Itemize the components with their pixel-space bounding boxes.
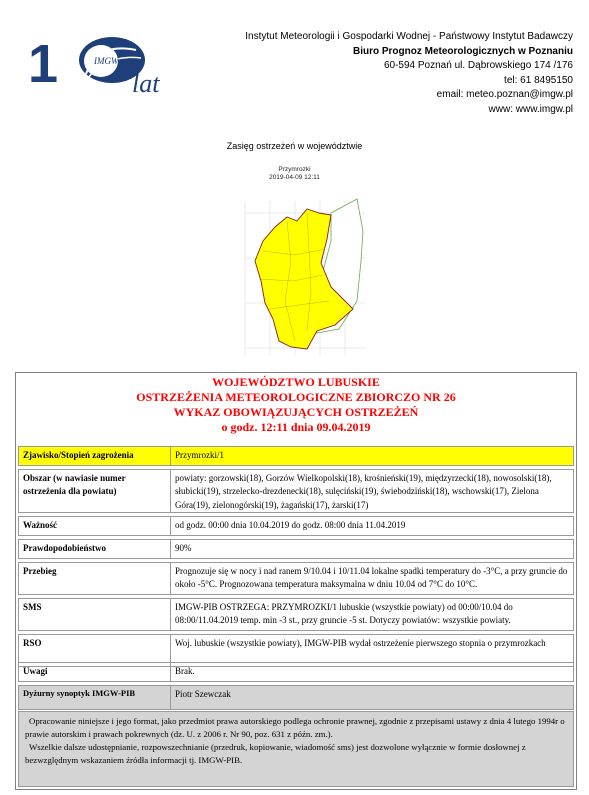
row-value: Brak. xyxy=(175,666,195,676)
redistribution-notice: Wszelkie dalsze udostępnianie, rozpowszechnianie (przedruk, kopiowanie, wiadomość sms) jest dozwolone wyłącznie w formie dosłownej z bezwzględnym wskazaniem źródła informacji tj. IMGW-PIB. xyxy=(25,742,526,765)
row-value: Prognozuje się w nocy i nad ranem 9/10.04 i 10/11.04 lokalne spadki temperatury do -3°C, a przy gruncie do około -5°C. Prognozowana temperatura maksymalna w dniu 10.04 od 7°C do 10°C. xyxy=(175,566,568,590)
row-label: SMS xyxy=(19,599,171,630)
heading-region: WOJEWÓDZTWO LUBUSKIE xyxy=(212,375,380,389)
row-remarks xyxy=(18,662,574,682)
svg-text:IMGW: IMGW xyxy=(94,56,119,66)
org-name: Instytut Meteorologii i Gospodarki Wodnej - Państwowy Instytut Badawczy xyxy=(245,31,573,42)
row-value: Woj. lubuskie (wszystkie powiaty), IMGW-PIB wydał ostrzeżenie pierwszego stopnia o przymrozkach xyxy=(175,638,546,648)
document-heading xyxy=(16,373,576,443)
row-label: Przebieg xyxy=(19,563,171,594)
row-value: IMGW-PIB OSTRZEGA: PRZYMROZKI/1 lubuskie (wszystkie powiaty) od 00:00/10.04 do 08:00/11.04.2019 temp. min -3 st., przy gruncie -5 st. Dotyczy powiatów: wszystkie powiaty. xyxy=(175,602,513,626)
imgw-100-lat-logo xyxy=(28,32,178,102)
row-validity xyxy=(18,516,574,536)
row-label: Prawdopodobieństwo xyxy=(19,540,171,558)
row-label: Obszar (w nawiasie numer ostrzeżenia dla powiatu) xyxy=(19,470,171,512)
svg-text:lat: lat xyxy=(132,69,160,98)
warning-map xyxy=(235,191,370,361)
row-label: Uwagi xyxy=(19,663,171,681)
map-caption: Zasięg ostrzeżeń w województwie xyxy=(226,141,363,151)
organization-info xyxy=(245,30,573,118)
map-datetime: 2019-04-09 12:11 xyxy=(269,174,320,181)
row-value: od godz. 00:00 dnia 10.04.2019 do godz. 08:00 dnia 11.04.2019 xyxy=(175,520,406,530)
row-label: Dyżurny synoptyk IMGW-PIB xyxy=(19,686,171,709)
email[interactable]: email: meteo.poznan@imgw.pl xyxy=(436,89,573,101)
row-value: Piotr Szewczak xyxy=(175,689,231,699)
website[interactable]: www: www.imgw.pl xyxy=(488,103,573,115)
row-label: RSO xyxy=(19,635,171,666)
row-forecaster xyxy=(18,685,574,710)
row-value: 90% xyxy=(175,543,192,553)
row-label: Ważność xyxy=(19,517,171,535)
address: 60-594 Poznań ul. Dąbrowskiego 174 /176 xyxy=(383,60,573,72)
copyright-notice: Opracowanie niniejsze i jego format, jako przedmiot prawa autorskiego podlega ochronie prawnej, zgodnie z przepisami ustawy z dnia 4 lutego 1994r o prawie autorskim i prawach pokrewnych (dz. U. z 2006 r. Nr 90, poz. 631 z późn. zm.). xyxy=(25,716,565,739)
row-sms xyxy=(18,598,574,631)
row-probability xyxy=(18,539,574,559)
svg-text:1: 1 xyxy=(28,34,59,94)
map-title: Przymrozki xyxy=(278,166,311,173)
map-title-block xyxy=(0,166,589,182)
row-value: powiaty: gorzowski(18), Gorzów Wielkopolski(18), krośnieński(19), międzyrzecki(18), nowosolski(18), słubicki(19), strzelecko-drezdenecki(18), sulęciński(19), świebodziński(18), wschowski(17), Zielona Góra(19), zielonogórski(19), żagański(17), żarski(17) xyxy=(175,473,552,510)
phone: tel: 61 8495150 xyxy=(504,74,573,86)
heading-subtitle: WYKAZ OBOWIĄZUJĄCYCH OSTRZEŻEŃ xyxy=(173,405,419,419)
heading-datetime: o godz. 12:11 dnia 09.04.2019 xyxy=(221,420,371,434)
copyright-footer xyxy=(18,711,574,787)
office-name: Biuro Prognoz Meteorologicznych w Poznaniu xyxy=(352,45,573,57)
row-value: Przymrozki/1 xyxy=(175,450,224,460)
warning-document xyxy=(15,372,577,790)
row-label: Zjawisko/Stopień zagrożenia xyxy=(19,447,171,465)
row-area xyxy=(18,469,574,513)
row-course xyxy=(18,562,574,595)
row-phenomenon xyxy=(18,446,574,466)
heading-title: OSTRZEŻENIA METEOROLOGICZNE ZBIORCZO NR 26 xyxy=(136,390,456,404)
